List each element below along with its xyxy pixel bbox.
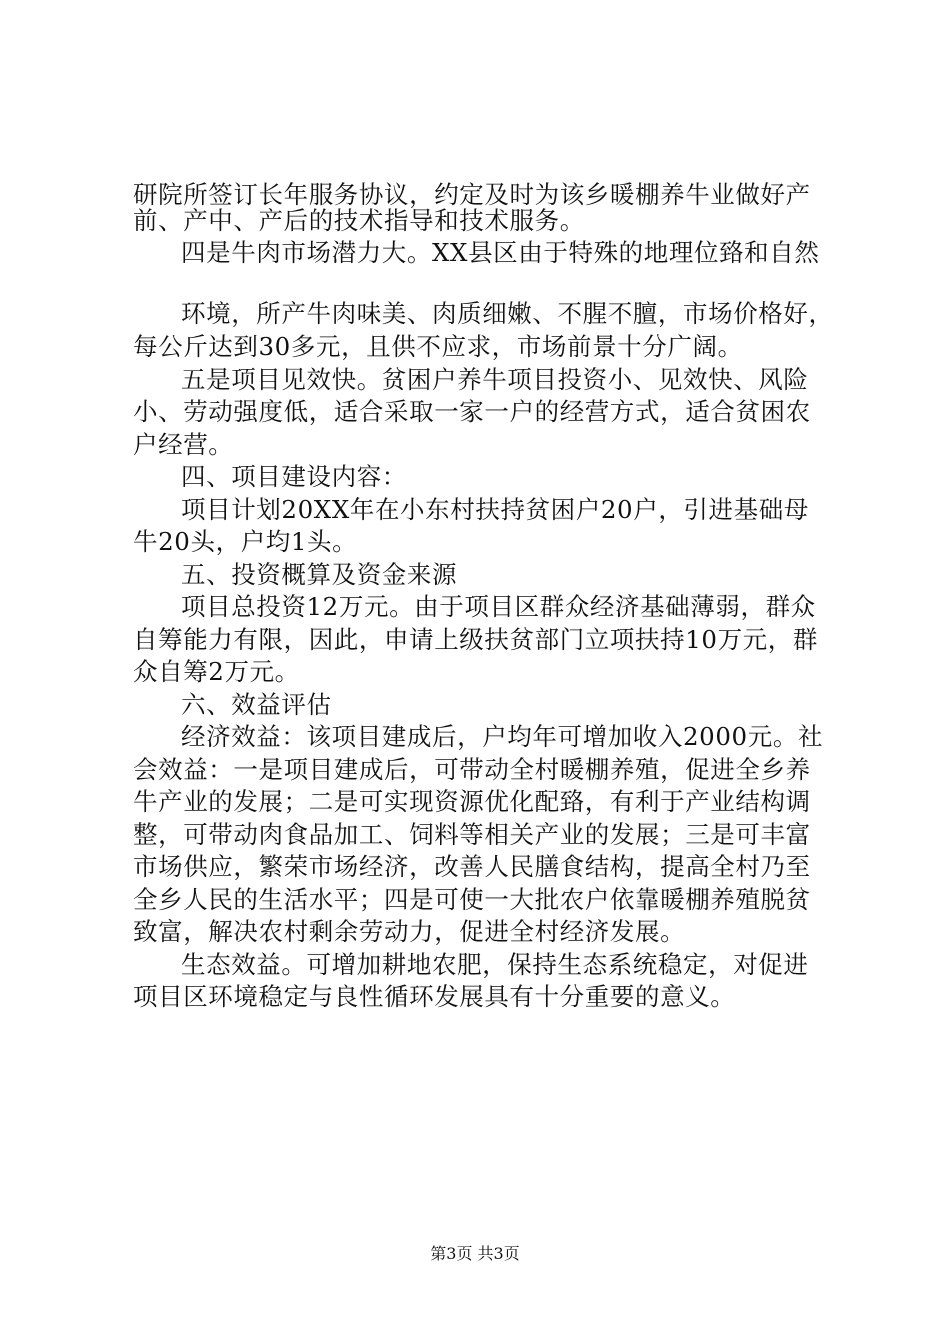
text-line: 户经营。 <box>133 430 234 459</box>
text-line: 牛产业的发展；二是可实现资源优化配臵，有利于产业结构调 <box>133 787 811 816</box>
section-heading: 五、投资概算及资金来源 <box>181 560 458 589</box>
section-heading: 四、项目建设内容： <box>181 462 407 491</box>
text-line: 致富，解决农村剩余劳动力，促进全村经济发展。 <box>133 917 686 946</box>
text-line: 项目总投资12万元。由于项目区群众经济基础薄弱，群众 <box>181 592 816 621</box>
text-line: 前、产中、产后的技术指导和技术服务。 <box>133 206 585 235</box>
text-line: 项目区环境稳定与良性循环发展具有十分重要的意义。 <box>133 982 736 1011</box>
text-line: 每公斤达到30多元，且供不应求，市场前景十分广阔。 <box>133 332 743 361</box>
text-line: 整，可带动肉食品加工、饲料等相关产业的发展；三是可丰富 <box>133 820 811 849</box>
text-line: 五是项目见效快。贫困户养牛项目投资小、见效快、风险 <box>181 365 809 394</box>
page-number-footer: 第3页 共3页 <box>430 1244 520 1263</box>
text-line: 经济效益：该项目建成后，户均年可增加收入2000元。社 <box>181 722 824 751</box>
text-line: 项目计划20XX年在小东村扶持贫困户20户，引进基础母 <box>181 495 809 524</box>
text-line: 众自筹2万元。 <box>133 657 300 686</box>
text-line: 牛20头，户均1头。 <box>133 527 358 556</box>
text-line: 会效益：一是项目建成后，可带动全村暖棚养殖，促进全乡养 <box>133 755 811 784</box>
text-line: 自筹能力有限，因此，申请上级扶贫部门立项扶持10万元，群 <box>133 625 818 654</box>
section-heading: 六、效益评估 <box>181 690 332 719</box>
text-line: 环境，所产牛肉味美、肉质细嫩、不腥不膻，市场价格好， <box>181 299 834 328</box>
text-line: 小、劳动强度低，适合采取一家一户的经营方式，适合贫困农 <box>133 397 811 426</box>
text-line: 全乡人民的生活水平；四是可使一大批农户依靠暖棚养殖脱贫 <box>133 885 811 914</box>
text-line: 市场供应，繁荣市场经济，改善人民膳食结构，提高全村乃至 <box>133 852 811 881</box>
text-line: 生态效益。可增加耕地农肥，保持生态系统稳定，对促进 <box>181 950 809 979</box>
text-line: 研院所签订长年服务协议，约定及时为该乡暖棚养牛业做好产 <box>133 180 811 209</box>
text-line: 四是牛肉市场潜力大。XX县区由于特殊的地理位臵和自然 <box>181 238 820 267</box>
